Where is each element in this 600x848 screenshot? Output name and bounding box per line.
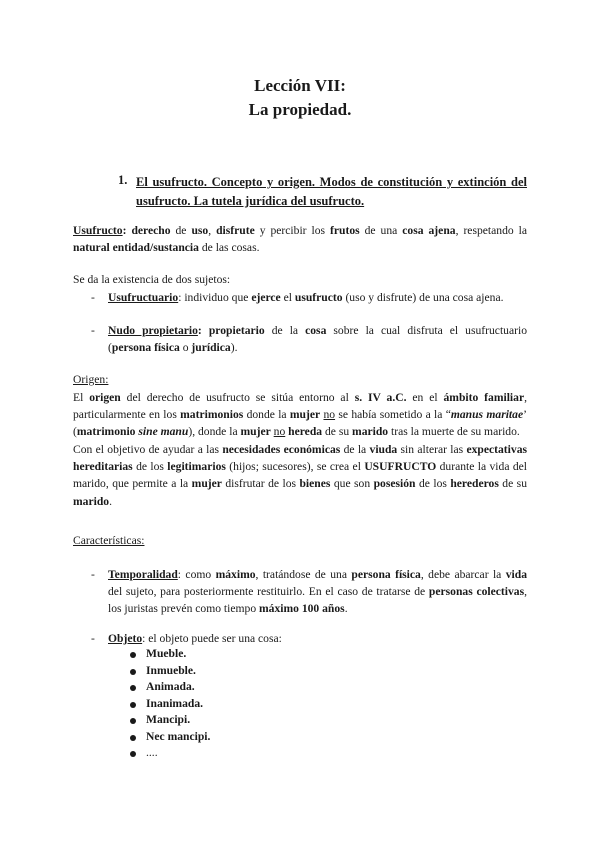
bullet-dot: [130, 669, 136, 675]
bullet-item: Mueble.: [130, 646, 210, 663]
dash-marker: -: [91, 291, 95, 304]
origen-paragraph-1: El origen del derecho de usufructo se sitúa entorno al s. IV a.C. en el ámbito familiar, particularmente en los matrimonios donde la mujer no se había sometido a la “manus maritae’ (matrimonio sine manu), donde la mujer no hereda de su marido tras la muerte de su marido.: [73, 391, 527, 439]
dash-marker: -: [91, 568, 95, 581]
bullet-item: Animada.: [130, 679, 210, 696]
bullet-dot: [130, 702, 136, 708]
origen-heading: Origen:: [73, 373, 109, 386]
usufructo-definition: Usufructo: derecho de uso, disfrute y percibir los frutos de una cosa ajena, respetando la natural entidad/sustancia de las cosas.: [73, 224, 527, 255]
bullet-item: Mancipi.: [130, 712, 210, 729]
bullet-item: ....: [130, 745, 210, 762]
list-item-usufructuario: - Usufructuario: individuo que ejerce el usufructo (uso y disfrute) de una cosa ajena.: [108, 289, 527, 306]
section-heading: El usufructo. Concepto y origen. Modos de constitución y extinción del usufructo. La tutela jurídica del usufructo.: [136, 175, 527, 208]
objeto-bullet-list: [130, 646, 210, 762]
bullet-dot: [130, 685, 136, 691]
bullet-dot: [130, 751, 136, 757]
bullet-dot: [130, 735, 136, 741]
sujetos-intro: Se da la existencia de dos sujetos:: [73, 273, 231, 286]
bullet-item: Inmueble.: [130, 663, 210, 680]
list-item-nudo-propietario: - Nudo propietario: propietario de la cosa sobre la cual disfruta el usufructuario (persona física o jurídica).: [91, 324, 527, 355]
dash-marker: -: [91, 632, 95, 645]
list-item-temporalidad: - Temporalidad: como máximo, tratándose de una persona física, debe abarcar la vida del sujeto, para posteriormente restituirlo. En el caso de tratarse de personas colectivas, los juristas prevén como tiempo máximo 100 años.: [91, 568, 528, 616]
bullet-dot: [130, 718, 136, 724]
list-item-objeto: - Objeto: el objeto puede ser una cosa:: [108, 630, 527, 647]
lesson-title: Lección VII:: [254, 76, 346, 95]
caracteristicas-heading: Características:: [73, 534, 145, 547]
bullet-dot: [130, 652, 136, 658]
bullet-item: Nec mancipi.: [130, 729, 210, 746]
dash-marker: -: [91, 324, 95, 337]
bullet-item: Inanimada.: [130, 696, 210, 713]
origen-paragraph-2: Con el objetivo de ayudar a las necesidades económicas de la viuda sin alterar las expectativas hereditarias de los legitimarios (hijos; sucesores), se crea el USUFRUCTO durante la vida del marido, que permite a la mujer disfrutar de los bienes que son posesión de los herederos de su marido.: [73, 443, 528, 508]
lesson-subtitle: La propiedad.: [248, 100, 352, 119]
section-number: 1.: [118, 173, 128, 187]
